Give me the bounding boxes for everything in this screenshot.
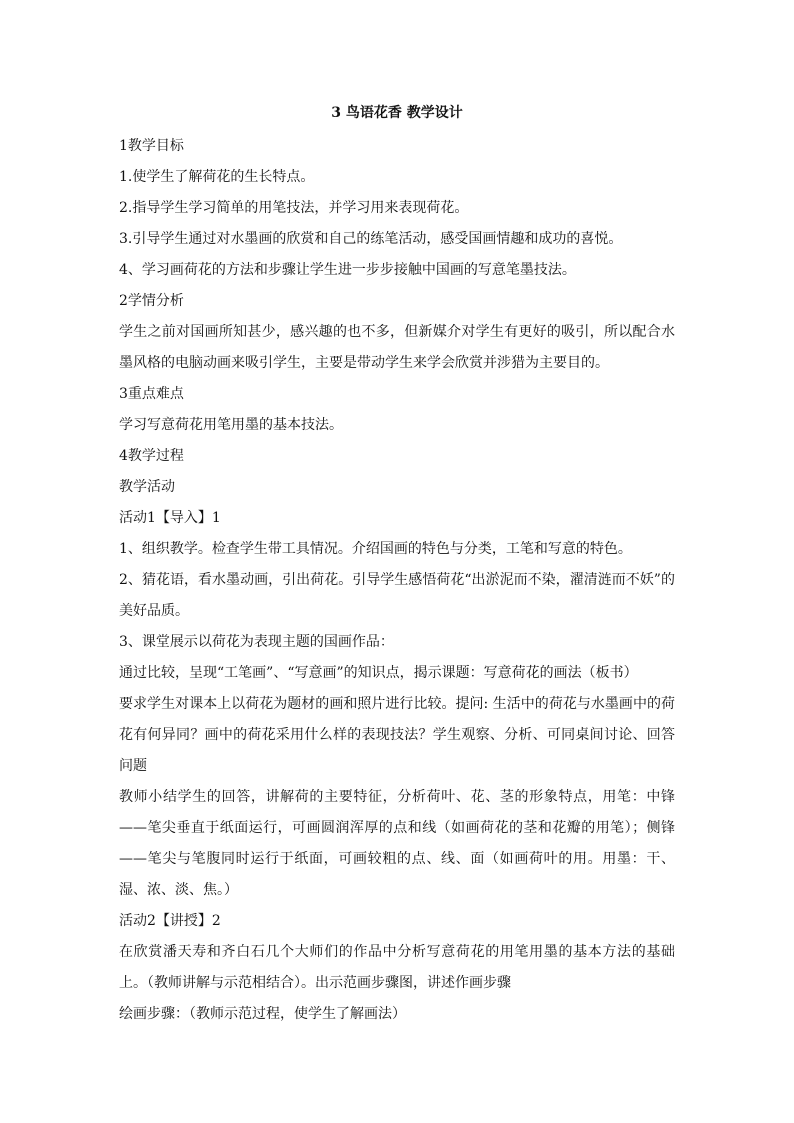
section-heading-process: 4教学过程 (119, 448, 184, 464)
document-body (119, 100, 675, 1030)
objective-item-2: 2.指导学生学习简单的用笔技法，并学习用来表现荷花。 (119, 200, 469, 216)
activity-1-heading: 活动1【导入】1 (119, 510, 221, 526)
objective-item-4: 4、学习画荷花的方法和步骤让学生进一步步接触中国画的写意笔墨技法。 (119, 262, 576, 278)
objective-item-3: 3.引导学生通过对水墨画的欣赏和自己的练笔活动，感受国画情趣和成功的喜悦。 (119, 231, 623, 247)
analysis-paragraph: 学生之前对国画所知甚少，感兴趣的也不多，但新媒介对学生有更好的吸引，所以配合水墨风格的电脑动画来吸引学生，主要是带动学生来学会欣赏并涉猎为主要目的。 (119, 324, 675, 371)
section-heading-key-points: 3重点难点 (119, 386, 184, 402)
key-points-paragraph: 学习写意荷花用笔用墨的基本技法。 (119, 417, 343, 433)
objective-item-1: 1.使学生了解荷花的生长特点。 (119, 169, 315, 185)
activity-2-paragraph: 在欣赏潘天寿和齐白石几个大师们的作品中分析写意荷花的用笔用墨的基本方法的基础上。（教师讲解与示范相结合）。出示范画步骤图，讲述作画步骤 (119, 944, 675, 991)
drawing-steps-paragraph: 绘画步骤：（教师示范过程，使学生了解画法） (119, 1006, 406, 1022)
activity-1-step-1: 1、组织教学。检查学生带工具情况。介绍国画的特色与分类，工笔和写意的特色。 (119, 541, 632, 557)
question-paragraph: 要求学生对课本上以荷花为题材的画和照片进行比较。提问: 生活中的荷花与水墨画中的荷花有何异同？画中的荷花采用什么样的表现技法？学生观察、分析、可同桌间讨论、回答问题 (119, 696, 675, 774)
activity-1-step-2: 2、猜花语，看水墨动画，引出荷花。引导学生感悟荷花“出淤泥而不染，濯清涟而不妖”的美好品质。 (119, 572, 675, 619)
activity-2-heading: 活动2【讲授】2 (119, 913, 221, 929)
section-heading-objectives: 1教学目标 (119, 138, 184, 154)
activity-1-step-3: 3、课堂展示以荷花为表现主题的国画作品： (119, 634, 394, 650)
comparison-paragraph: 通过比较，呈现“工笔画”、“写意画”的知识点，揭示课题：写意荷花的画法（板书） (119, 665, 638, 681)
document-title: 3 鸟语花香 教学设计 (331, 105, 463, 121)
subheading-activities: 教学活动 (119, 479, 175, 495)
teacher-summary-paragraph: 教师小结学生的回答，讲解荷的主要特征，分析荷叶、花、茎的形象特点，用笔：中锋——笔尖垂直于纸面运行，可画圆润浑厚的点和线（如画荷花的茎和花瓣的用笔）；侧锋——笔尖与笔腹同时运行于纸面，可画较粗的点、线、面（如画荷叶的用。用墨：干、湿、浓、淡、焦。） (119, 789, 675, 898)
section-heading-analysis: 2学情分析 (119, 293, 184, 309)
